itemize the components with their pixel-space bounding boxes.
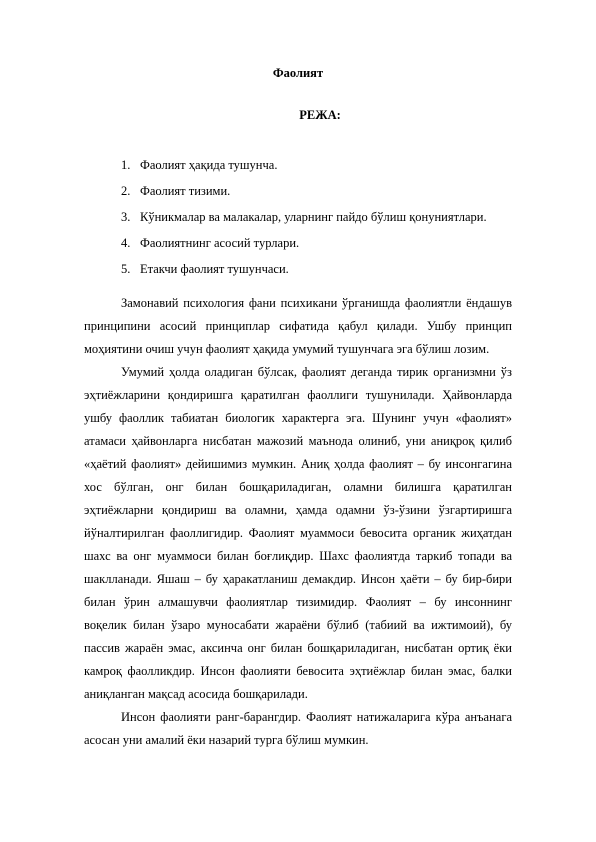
plan-heading: РЕЖА: [299,108,341,122]
plan-item-number: 3. [121,210,131,224]
plan-item-text: Кўникмалар ва малакалар, уларнинг пайдо бўлиш қонуниятлари. [140,210,487,224]
plan-item [121,178,487,204]
plan-item [121,204,487,230]
plan-item-number: 4. [121,236,131,250]
body-paragraph: Инсон фаолияти ранг-барангдир. Фаолият натижаларига кўра анъанага асосан уни амалий ёки назарий турга бўлиш мумкин. [84,710,512,747]
plan-item [121,152,487,178]
plan-item-number: 1. [121,158,131,172]
plan-item [121,256,487,282]
plan-item-number: 5. [121,262,131,276]
body-paragraph: Замонавий психология фани психикани ўрганишда фаолиятли ёндашув принципини асосий принциплар сифатида қабул қилади. Ушбу принцип моҳиятини очиш учун фаолият ҳақида умумий тушунчага эга бўлиш лозим. [84,296,512,356]
plan-item-text: Фаолият ҳақида тушунча. [140,158,278,172]
plan-item-text: Фаолият тизими. [140,184,231,198]
body-paragraph: Умумий ҳолда оладиган бўлсак, фаолият деганда тирик организмни ўз эҳтиёжларини қондиришга қаратилган фаоллиги тушунилади. Ҳайвонларда ушбу фаоллик табиатан биологик характерга эга. Шунинг учун «фаолият» атамаси ҳайвонларга нисбатан мажозий маънода олиниб, уни аниқроқ қилиб «ҳаётий фаолият» дейишимиз мумкин. Аниқ ҳолда фаолият – бу инсонгагина хос бўлган, онг билан бошқариладиган, оламни билишга қаратилган эҳтиёжларни қондириш ва оламни, ҳамда одамни ўз-ўзини ўзгартиришга йўналтирилган фаоллигидир. Фаолият муаммоси бевосита органик жиҳатдан шахс ва онг муаммоси билан боғлиқдир. Шахс фаолиятда таркиб топади ва шаклланади. Яшаш – бу ҳаракатланиш демакдир. Инсон ҳаёти – бу бир-бири билан ўрин алмашувчи фаолиятлар тизимидир. Фаолият – бу инсоннинг воқелик билан ўзаро муносабати жараёни бўлиб (табиий ва ижтимоий), бу пассив жараён эмас, аксинча онг билан бошқариладиган, нисбатан ортиқ ёки камроқ фаолликдир. Инсон фаолияти бевосита эҳтиёжлар билан эмас, балки аниқланган мақсад асосида бошқарилади. [84,365,512,701]
plan-item-text: Етакчи фаолият тушунчаси. [140,262,289,276]
plan-item [121,230,487,256]
document-title: Фаолият [272,66,324,80]
plan-item-text: Фаолиятнинг асосий турлари. [140,236,300,250]
plan-list [121,152,487,282]
body-text [84,292,512,752]
plan-item-number: 2. [121,184,131,198]
